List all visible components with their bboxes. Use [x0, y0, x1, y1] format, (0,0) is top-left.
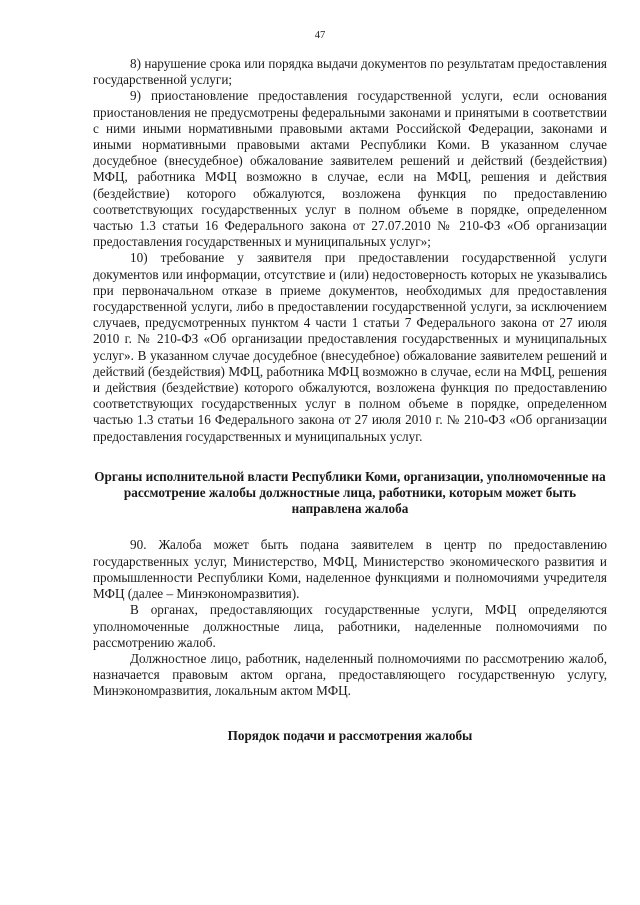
paragraph-item-90: 90. Жалоба может быть подана заявителем в центр по предоставлению государственных услуг, Министерство, МФЦ, Министерство экономического развития и промышленности Республики Коми, наделенное функциями и полномочиями учредителя МФЦ (далее – Минэкономразвития).	[93, 537, 607, 602]
paragraph-authorized-officials: В органах, предоставляющих государственные услуги, МФЦ определяются уполномоченные должностные лица, работники, наделенные полномочиями по рассмотрению жалоб.	[93, 602, 607, 650]
page-number: 47	[314, 30, 326, 41]
paragraph-official-appointment: Должностное лицо, работник, наделенный полномочиями по рассмотрению жалоб, назначается правовым актом органа, предоставляющего государственную услугу, Минэкономразвития, локальным актом МФЦ.	[93, 650, 607, 699]
section-heading-complaint-bodies: Органы исполнительной власти Республики Коми, организации, уполномоченные на рассмотрение жалобы должностные лица, работники, которым может быть направлена жалоба	[94, 468, 606, 517]
paragraph-item-9: 9) приостановление предоставления государственной услуги, если основания приостановления не предусмотрены федеральными законами и принятыми в соответствии с ними иными нормативными правовыми актами Российской Федерации, законами и иными нормативными правовыми актами Республики Коми. В указанном случае досудебное (внесудебное) обжалование заявителем решений и действий (бездействия) МФЦ, работника МФЦ возможно в случае, если на МФЦ, решения и действия (бездействие) которого обжалуются, возложена функция по предоставлению соответствующих государственных услуг в полном объеме в порядке, определенном частью 1.3 статьи 16 Федерального закона от 27.07.2010 № 210-ФЗ «Об организации предоставления государственных и муниципальных услуг»;	[93, 88, 607, 250]
paragraph-item-8: 8) нарушение срока или порядка выдачи документов по результатам предоставления государственной услуги;	[93, 56, 607, 88]
paragraph-item-10: 10) требование у заявителя при предоставлении государственной услуги документов или информации, отсутствие и (или) недостоверность которых не указывались при первоначальном отказе в приеме документов, необходимых для предоставления государственной услуги, либо в предоставлении государственной услуги, за исключением случаев, предусмотренных пунктом 4 части 1 статьи 7 Федерального закона от 27 июля 2010 г. № 210-ФЗ «Об организации предоставления государственных и муниципальных услуг». В указанном случае досудебное (внесудебное) обжалование заявителем решений и действий (бездействия) МФЦ, работника МФЦ возможно в случае, если на МФЦ, решения и действия (бездействие) которого обжалуются, возложена функция по предоставлению соответствующих государственных услуг в полном объеме в порядке, определенном частью 1.3 статьи 16 Федерального закона от 27 июля 2010 г. № 210-ФЗ «Об организации предоставления государственных и муниципальных услуг.	[93, 250, 607, 444]
document-body	[93, 56, 607, 744]
section-heading-complaint-procedure: Порядок подачи и рассмотрения жалобы	[227, 727, 473, 743]
